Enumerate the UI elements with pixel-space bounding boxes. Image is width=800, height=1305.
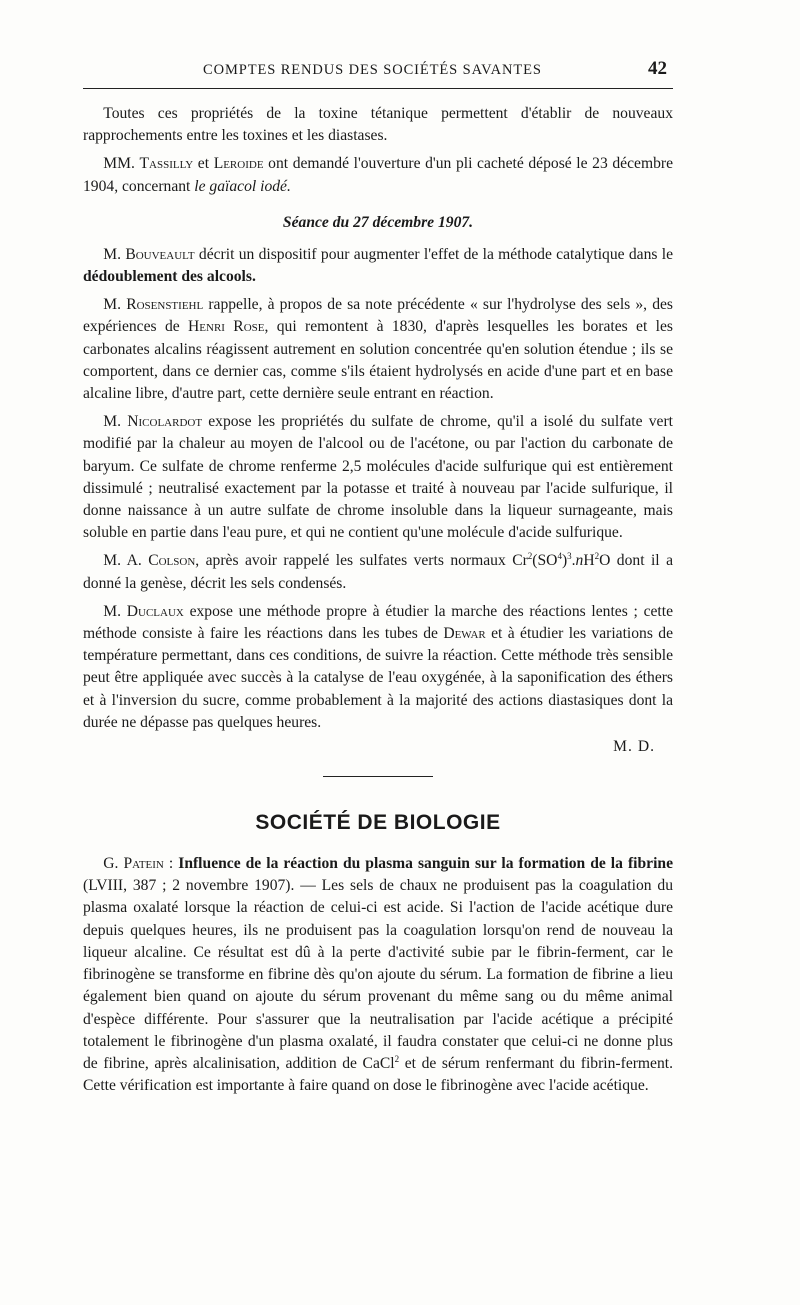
text: expose les propriétés du sulfate de chrome, qu'il a isolé du sulfate vert modifié par la chaleur au moyen de l'alcool ou de l'acétone, ou par l'action du carbonate de baryum. Ce sulfate de chrome renferme 2,5 molécules d'acide sulfurique qui est entièrement dissimulé ; neutralisé exactement par la potasse et traité à nouveau par l'acide sulfurique, il donne naissance à un autre sulfate de chrome insoluble dans la liqueur surnageante, mais soluble en partie dans l'eau pure, et qui ne contient qu'une molécule d'acide sulfurique. [83, 413, 673, 542]
author-bouveault: Bouveault [125, 245, 195, 263]
paragraph-rosenstiehl [83, 294, 673, 405]
running-title: COMPTES RENDUS DES SOCIÉTÉS SAVANTES [203, 62, 542, 78]
m-prefix: M. [103, 413, 128, 431]
separator: : [163, 855, 179, 873]
text: et de sérum renfermant du fibrin-ferment. Cette vérification est importante à faire quand on dose le fibrinogène avec l'acide acétique. [83, 1054, 674, 1095]
page [83, 58, 673, 1103]
text: , après avoir rappelé les sulfates verts normaux Cr [195, 552, 528, 570]
text: ont demandé l'ouverture d'un pli cacheté déposé le 23 décembre 1904, concernant [83, 155, 673, 195]
formula-sup: 2 [594, 551, 600, 562]
formula-sup: 3 [567, 551, 572, 562]
m-prefix: M. [103, 602, 127, 620]
g-prefix: G. [103, 855, 124, 873]
author-leroide: Leroide [213, 155, 264, 173]
m-prefix: M. [103, 245, 126, 263]
paragraph-toxine: Toutes ces propriétés de la toxine tétanique permettent d'établir de nouveaux rapprochements entre les toxines et les diastases. [83, 105, 673, 145]
seance-date: 27 décembre 1907. [353, 213, 474, 231]
text: , qui remontent à 1830, d'après lesquelles les borates et les carbonates alcalins réagissent autrement en solution concentrée qu'en solution étendue ; ils se comportent, dans ce dernier cas, comme s'ils étaient hydrolysés en acide d'une part et en base alcaline libre, d'autre part, cette dernière seule entrant en réaction. [83, 318, 673, 403]
signature: M. D. [613, 738, 655, 756]
author-henri-rose: Henri Rose [188, 318, 265, 336]
text: décrit un dispositif pour augmenter l'effet de la méthode catalytique dans le [194, 245, 673, 263]
text: expose une méthode propre à étudier la marche des réactions lentes ; cette méthode consiste à faire les réactions dans les tubes de [83, 602, 673, 643]
paragraph-duclaux [83, 601, 673, 734]
page-number: 42 [648, 58, 667, 79]
subject-italic: le gaïacol iodé. [194, 177, 291, 195]
text: (LVIII, 387 ; 2 novembre 1907). — Les sels de chaux ne produisent pas la coagulation du plasma oxalaté lorsque la réaction de celui-ci est acide. Si l'action de l'acide acétique dure depuis quelques heures, ils ne produisent pas la coagulation lorsqu'on rend de nouveau la liqueur alcaline. Ce résultat est dû à la perte d'activité subie par le fibrin-ferment, car le fibrinogène se transforme en fibrine dès qu'on ajoute du sérum. La formation de fibrine a lieu également bien quand on ajoute du sérum provenant du même sang ou du même animal d'espèce différente. Pour s'assurer que la neutralisation par l'acide acétique a précipité totalement le fibrinogène d'un plasma oxalaté, il faudra constater que celui-ci ne donne plus de fibrine, après alcalinisation, addition de CaCl [83, 877, 673, 1072]
author-dewar: Dewar [443, 625, 486, 643]
article-title: Influence de la réaction du plasma sanguin sur la formation de la fibrine [178, 855, 673, 873]
text: rappelle, à propos de sa note précédente « sur l'hydrolyse des sels », des expériences de [83, 296, 673, 336]
formula-sup: 4 [557, 551, 562, 562]
section-divider [323, 776, 433, 777]
author-patein: Patein [123, 855, 164, 873]
formula: ) [561, 552, 568, 570]
running-head [83, 58, 673, 89]
formula: n [575, 552, 584, 570]
section-title: SOCIÉTÉ DE BIOLOGIE [255, 811, 501, 835]
m-prefix: M. [103, 296, 127, 314]
author-nicolardot: Nicolardot [127, 413, 203, 431]
formula: O [599, 552, 611, 570]
formula: . [571, 552, 576, 570]
conjunction: et [193, 155, 214, 173]
paragraph-tassilly [83, 153, 673, 197]
author-tassilly: Tassilly [139, 155, 194, 173]
mm-prefix: MM. [103, 155, 135, 173]
author-duclaux: Duclaux [126, 602, 184, 620]
m-prefix: M. A. [103, 552, 149, 570]
text: et à étudier les variations de température permettant, dans ces conditions, de suivre la réaction. Cette méthode très sensible peut être appliquée avec succès à la catalyse de l'eau oxygénée, à la saponification des éthers et à l'inversion du sucre, comme probablement à la majorité des actions diastasiques dont la durée ne dépasse pas quelques heures. [83, 625, 673, 731]
paragraph-bouveault [83, 244, 673, 288]
seance-label: Séance du [282, 213, 350, 231]
author-colson: Colson [148, 552, 196, 570]
seance-heading [83, 214, 673, 232]
text: dont il a donné la genèse, décrit les sels condensés. [83, 552, 673, 592]
bold-term: dédoublement des alcools. [83, 268, 256, 286]
paragraph-patein [83, 853, 673, 1097]
paragraph-nicolardot [83, 411, 673, 544]
paragraph-colson [83, 550, 673, 594]
formula: (SO [532, 552, 558, 570]
formula: H [583, 552, 595, 570]
author-rosenstiehl: Rosenstiehl [126, 296, 204, 314]
formula-sup: 2 [527, 551, 533, 562]
formula-sup: 2 [394, 1053, 400, 1064]
